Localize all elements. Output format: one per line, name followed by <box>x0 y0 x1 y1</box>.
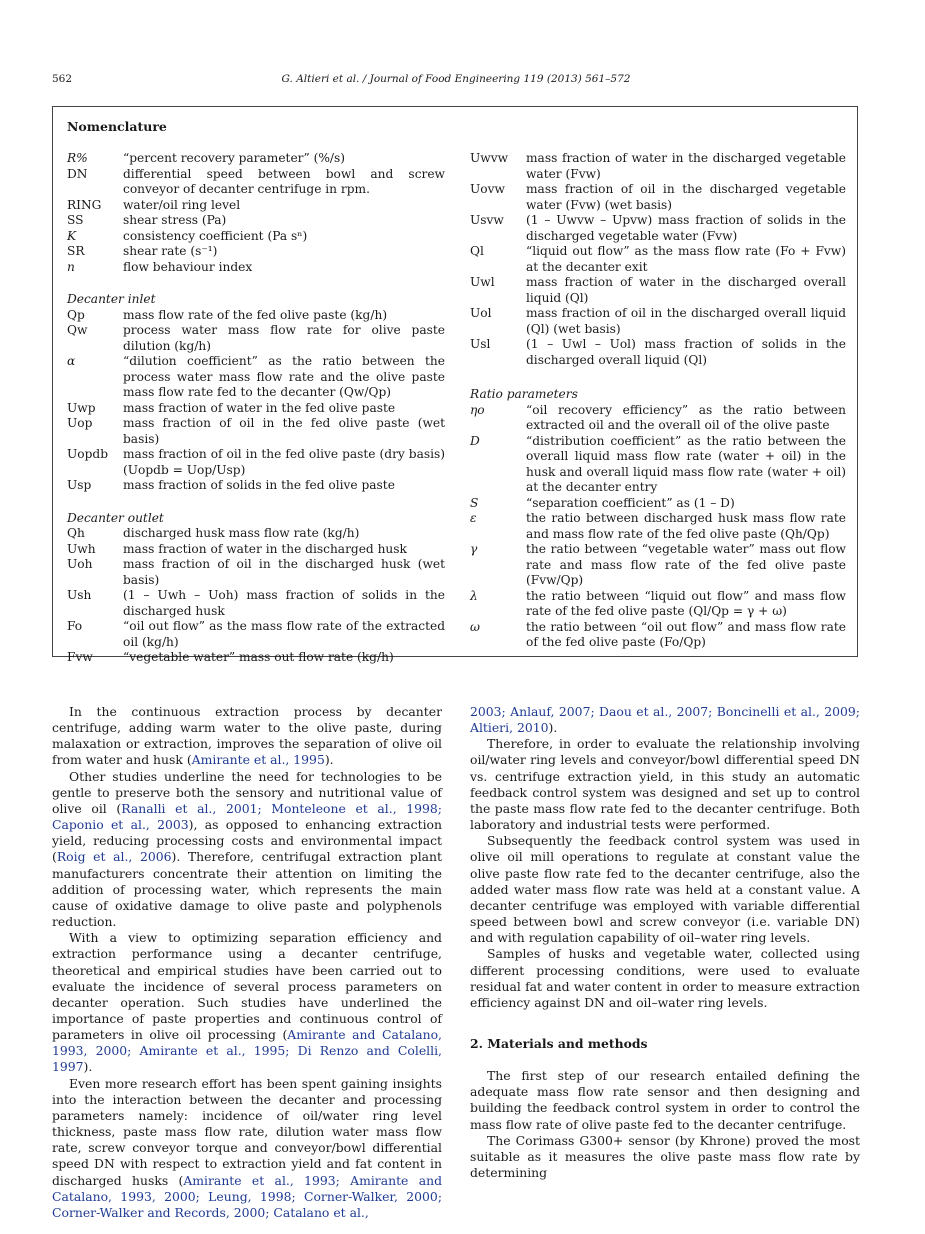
nomenclature-symbol: Uoh <box>67 557 93 571</box>
nomenclature-entry <box>67 650 445 666</box>
nomenclature-symbol: Fvw <box>67 650 93 664</box>
nomenclature-definition: (1 – Uwvw – Upvw) mass fraction of solids in the discharged vegetable water (Fvw) <box>526 213 846 243</box>
citation-link[interactable]: Amirante et al., 1995 <box>191 752 325 768</box>
nomenclature-entry <box>67 557 445 588</box>
nomenclature-symbol: Uol <box>470 306 492 320</box>
nomenclature-definition: mass flow rate of the fed olive paste (kg/h) <box>123 307 388 322</box>
citation-link[interactable]: Roig et al., 2006 <box>56 849 172 865</box>
citation-link[interactable]: 2003; Anlauf, 2007; Daou et al., 2007; Boncinelli et al., 2009; Altieri, 2010 <box>470 704 860 736</box>
nomenclature-definition: “liquid out flow” as the mass flow rate (Fo + Fvw) at the decanter exit <box>526 244 846 274</box>
nomenclature-definition: mass fraction of solids in the fed olive paste <box>123 478 395 492</box>
nomenclature-inlet-list <box>67 308 445 494</box>
nomenclature-symbol: Qh <box>67 526 85 540</box>
nomenclature-definition: consistency coefficient (Pa sⁿ) <box>123 228 308 243</box>
nomenclature-entry <box>67 323 445 354</box>
nomenclature-symbol: Uwl <box>470 275 495 289</box>
nomenclature-definition: process water mass flow rate for olive paste dilution (kg/h) <box>123 323 445 353</box>
nomenclature-definition: differential speed between bowl and screw conveyor of decanter centrifuge in rpm. <box>123 166 445 196</box>
nomenclature-symbol: Uopdb <box>67 447 109 461</box>
nomenclature-entry <box>67 401 445 417</box>
nomenclature-right-column <box>470 151 846 651</box>
outlet-heading: Decanter outlet <box>67 510 164 525</box>
nomenclature-symbol: ω <box>470 619 480 634</box>
nomenclature-entry <box>67 416 445 447</box>
nomenclature-entry <box>67 478 445 494</box>
nomenclature-definition: discharged husk mass flow rate (kg/h) <box>123 526 360 540</box>
nomenclature-symbol: DN <box>67 166 88 181</box>
nomenclature-title: Nomenclature <box>67 119 167 134</box>
nomenclature-symbol: ηo <box>470 402 485 417</box>
nomenclature-general-list <box>67 151 445 275</box>
nomenclature-entry <box>470 337 846 368</box>
nomenclature-definition: shear stress (Pa) <box>123 213 227 227</box>
nomenclature-symbol: Uwvw <box>470 151 509 165</box>
nomenclature-symbol: Fo <box>67 619 83 633</box>
nomenclature-symbol: Uwp <box>67 400 96 415</box>
nomenclature-entry <box>67 167 445 198</box>
nomenclature-entry <box>470 151 846 182</box>
citation-link[interactable]: Ranalli et al., 2001; Monteleone et al., 1998; Caponio et al., 2003 <box>52 800 442 833</box>
nomenclature-outlet-continued-list <box>470 151 846 368</box>
nomenclature-symbol: RING <box>67 197 102 212</box>
nomenclature-definition: mass fraction of oil in the discharged vegetable water (Fvw) (wet basis) <box>526 182 846 212</box>
citation-link[interactable]: Amirante and Catalano, 1993, 2000; Amirante et al., 1995; Di Renzo and Colelli, 1997 <box>52 1027 442 1075</box>
nomenclature-symbol: n <box>67 259 75 274</box>
nomenclature-entry <box>470 403 846 434</box>
nomenclature-entry <box>470 306 846 337</box>
nomenclature-symbol: Uovw <box>470 182 505 196</box>
nomenclature-symbol: ε <box>470 511 477 525</box>
citation-link[interactable]: Amirante et al., 1993; Amirante and Catalano, 1993, 2000; Leung, 1998; Corner-Walker, 2000; Corner-Walker and Records, 2000; Catalano et al., <box>52 1172 443 1220</box>
nomenclature-ratio-list <box>470 403 846 651</box>
nomenclature-definition: “separation coefficient” as (1 – D) <box>526 495 735 510</box>
nomenclature-definition: mass fraction of oil in the discharged husk (wet basis) <box>123 557 445 587</box>
nomenclature-symbol: SS <box>67 213 84 227</box>
nomenclature-definition: mass fraction of water in the discharged husk <box>123 541 407 556</box>
nomenclature-entry <box>470 542 846 589</box>
body-column-left <box>52 704 442 1221</box>
paragraph: The Corimass G300+ sensor (by Khrone) proved the most suitable as it measures the olive paste mass flow rate by determining <box>470 1132 860 1181</box>
nomenclature-symbol: SR <box>67 244 85 258</box>
nomenclature-entry <box>67 260 445 276</box>
nomenclature-entry <box>470 275 846 306</box>
nomenclature-symbol: λ <box>470 588 478 603</box>
nomenclature-definition: “oil recovery efficiency” as the ratio between extracted oil and the overall oil of the olive paste <box>526 402 846 432</box>
nomenclature-definition: “distribution coefficient” as the ratio between the overall liquid mass flow rate (water + oil) in the husk and overall liquid mass flow rate (water + oil) at the decanter entry <box>526 433 846 494</box>
section-heading: 2. Materials and methods <box>470 1035 648 1051</box>
nomenclature-definition: mass fraction of water in the discharged overall liquid (Ql) <box>526 275 846 305</box>
nomenclature-symbol: S <box>470 495 479 510</box>
nomenclature-definition: mass fraction of water in the discharged vegetable water (Fvw) <box>526 151 846 181</box>
nomenclature-entry <box>470 434 846 496</box>
paragraph: Subsequently the feedback control system was used in olive oil mill operations to regulate at constant value the olive paste flow rate fed to the decanter centrifuge, also the added water mass flow rate was held at a constant value. A decanter centrifuge was employed with variable differential speed between bowl and screw conveyor (i.e. variable DN) and with regulation capability of oil–water ring levels. <box>470 833 860 946</box>
paragraph: Samples of husks and vegetable water, collected using different processing conditions, were used to evaluate residual fat and water content in order to measure extraction efficiency against DN and oil–water ring levels. <box>470 946 860 1010</box>
ratio-heading: Ratio parameters <box>470 387 578 401</box>
nomenclature-definition: the ratio between “vegetable water” mass out flow rate and mass flow rate of the fed olive paste (Fvw/Qp) <box>526 542 846 587</box>
nomenclature-symbol: Ush <box>67 588 92 602</box>
paragraph: 2003; Anlauf, 2007; Daou et al., 2007; Boncinelli et al., 2009; Altieri, 2010). <box>470 704 860 736</box>
paragraph: Other studies underline the need for technologies to be gentle to preserve both the sensory and nutritional value of olive oil (Ranalli et al., 2001; Monteleone et al., 1998; Caponio et al., 2003), as opposed to enhancing extraction yield, reducing processing costs and environmental impact (Roig et al., 2006). Therefore, centrifugal extraction plant manufacturers concentrate their attention on limiting the addition of processing water, which represents the main cause of oxidative damage to olive paste and polyphenols reduction. <box>52 768 442 930</box>
nomenclature-definition: shear rate (s⁻¹) <box>123 244 218 258</box>
body-column-right <box>470 704 860 1181</box>
nomenclature-entry <box>67 447 445 478</box>
inlet-heading: Decanter inlet <box>67 292 156 306</box>
paragraph: With a view to optimizing separation efficiency and extraction performance using a decanter centrifuge, theoretical and empirical studies have been carried out to evaluate the incidence of several process parameters on decanter operation. Such studies have underlined the importance of paste properties and continuous control of parameters in olive oil processing (Amirante and Catalano, 1993, 2000; Amirante et al., 1995; Di Renzo and Colelli, 1997). <box>52 930 442 1075</box>
nomenclature-symbol: Uop <box>67 416 93 430</box>
nomenclature-symbol: Usvw <box>470 213 504 227</box>
nomenclature-definition: (1 – Uwh – Uoh) mass fraction of solids in the discharged husk <box>123 588 445 618</box>
nomenclature-symbol: D <box>470 433 480 448</box>
nomenclature-definition: mass fraction of oil in the fed olive paste (dry basis) (Uopdb = Uop/Usp) <box>123 447 445 477</box>
nomenclature-symbol: Usl <box>470 337 491 351</box>
nomenclature-entry <box>67 619 445 650</box>
nomenclature-symbol: α <box>67 354 76 368</box>
nomenclature-definition: the ratio between “liquid out flow” and mass flow rate of the fed olive paste (Ql/Qp = γ + ω) <box>526 588 846 618</box>
nomenclature-entry <box>67 308 445 324</box>
nomenclature-entry <box>67 151 445 167</box>
nomenclature-entry <box>470 244 846 275</box>
nomenclature-definition: the ratio between discharged husk mass flow rate and mass flow rate of the fed olive paste (Qh/Qp) <box>526 511 846 541</box>
nomenclature-entry <box>67 198 445 214</box>
nomenclature-symbol: γ <box>470 542 478 556</box>
nomenclature-symbol: K <box>67 228 77 243</box>
nomenclature-entry <box>67 244 445 260</box>
page-header <box>52 73 860 87</box>
nomenclature-definition: mass fraction of oil in the discharged overall liquid (Ql) (wet basis) <box>526 306 846 336</box>
nomenclature-entry <box>67 213 445 229</box>
nomenclature-definition: flow behaviour index <box>123 259 253 274</box>
nomenclature-definition: mass fraction of oil in the fed olive paste (wet basis) <box>123 416 445 446</box>
nomenclature-symbol: R% <box>67 151 88 165</box>
nomenclature-entry <box>67 354 445 401</box>
nomenclature-definition: “percent recovery parameter” (%/s) <box>123 151 346 165</box>
paragraph: The first step of our research entailed defining the adequate mass flow rate sensor and then designing and building the feedback control system in order to control the mass flow rate of olive paste fed to the decanter centrifuge. <box>470 1068 860 1132</box>
paragraph: Even more research effort has been spent gaining insights into the interaction between the decanter and processing parameters namely: incidence of oil/water ring level thickness, paste mass flow rate, dilution water mass flow rate, screw conveyor torque and conveyor/bowl differential speed DN with respect to extraction yield and fat content in discharged husks (Amirante et al., 1993; Amirante and Catalano, 1993, 2000; Leung, 1998; Corner-Walker, 2000; Corner-Walker and Records, 2000; Catalano et al., <box>52 1075 443 1220</box>
nomenclature-definition: the ratio between “oil out flow” and mass flow rate of the fed olive paste (Fo/Qp) <box>526 619 846 649</box>
nomenclature-definition: “vegetable water” mass out flow rate (kg/h) <box>123 650 394 664</box>
nomenclature-entry <box>67 588 445 619</box>
nomenclature-entry <box>470 620 846 651</box>
nomenclature-left-column <box>67 151 445 666</box>
nomenclature-symbol: Ql <box>470 244 484 258</box>
nomenclature-definition: “oil out flow” as the mass flow rate of the extracted oil (kg/h) <box>123 619 445 649</box>
nomenclature-entry <box>470 496 846 512</box>
running-title: G. Altieri et al. / Journal of Food Engineering 119 (2013) 561–572 <box>281 73 631 85</box>
nomenclature-entry <box>470 213 846 244</box>
nomenclature-symbol: Qp <box>67 307 85 322</box>
nomenclature-definition: water/oil ring level <box>123 197 241 212</box>
nomenclature-entry <box>67 229 445 245</box>
nomenclature-box <box>52 106 858 664</box>
nomenclature-entry <box>67 542 445 558</box>
nomenclature-definition: mass fraction of water in the fed olive paste <box>123 400 396 415</box>
nomenclature-definition: “dilution coefficient” as the ratio between the process water mass flow rate and the olive paste mass flow rate fed to the decanter (Qw/Qp) <box>123 354 445 399</box>
paragraph: Therefore, in order to evaluate the relationship involving oil/water ring levels and conveyor/bowl differential speed DN vs. centrifuge extraction yield, in this study an automatic feedback control system was designed and set up to control the paste mass flow rate fed to the decanter centrifuge. Both laboratory and industrial tests were performed. <box>470 736 860 833</box>
nomenclature-entry <box>470 182 846 213</box>
nomenclature-entry <box>67 526 445 542</box>
nomenclature-outlet-list <box>67 526 445 666</box>
nomenclature-symbol: Usp <box>67 478 92 492</box>
nomenclature-symbol: Qw <box>67 323 88 337</box>
paragraph: In the continuous extraction process by decanter centrifuge, adding warm water to the olive paste, during malaxation or extraction, improves the separation of olive oil from water and husk (Amirante et al., 1995). <box>52 704 442 768</box>
nomenclature-definition: (1 – Uwl – Uol) mass fraction of solids in the discharged overall liquid (Ql) <box>526 337 846 367</box>
nomenclature-symbol: Uwh <box>67 541 96 556</box>
nomenclature-entry <box>470 589 846 620</box>
page-number: 562 <box>52 73 73 85</box>
nomenclature-entry <box>470 511 846 542</box>
